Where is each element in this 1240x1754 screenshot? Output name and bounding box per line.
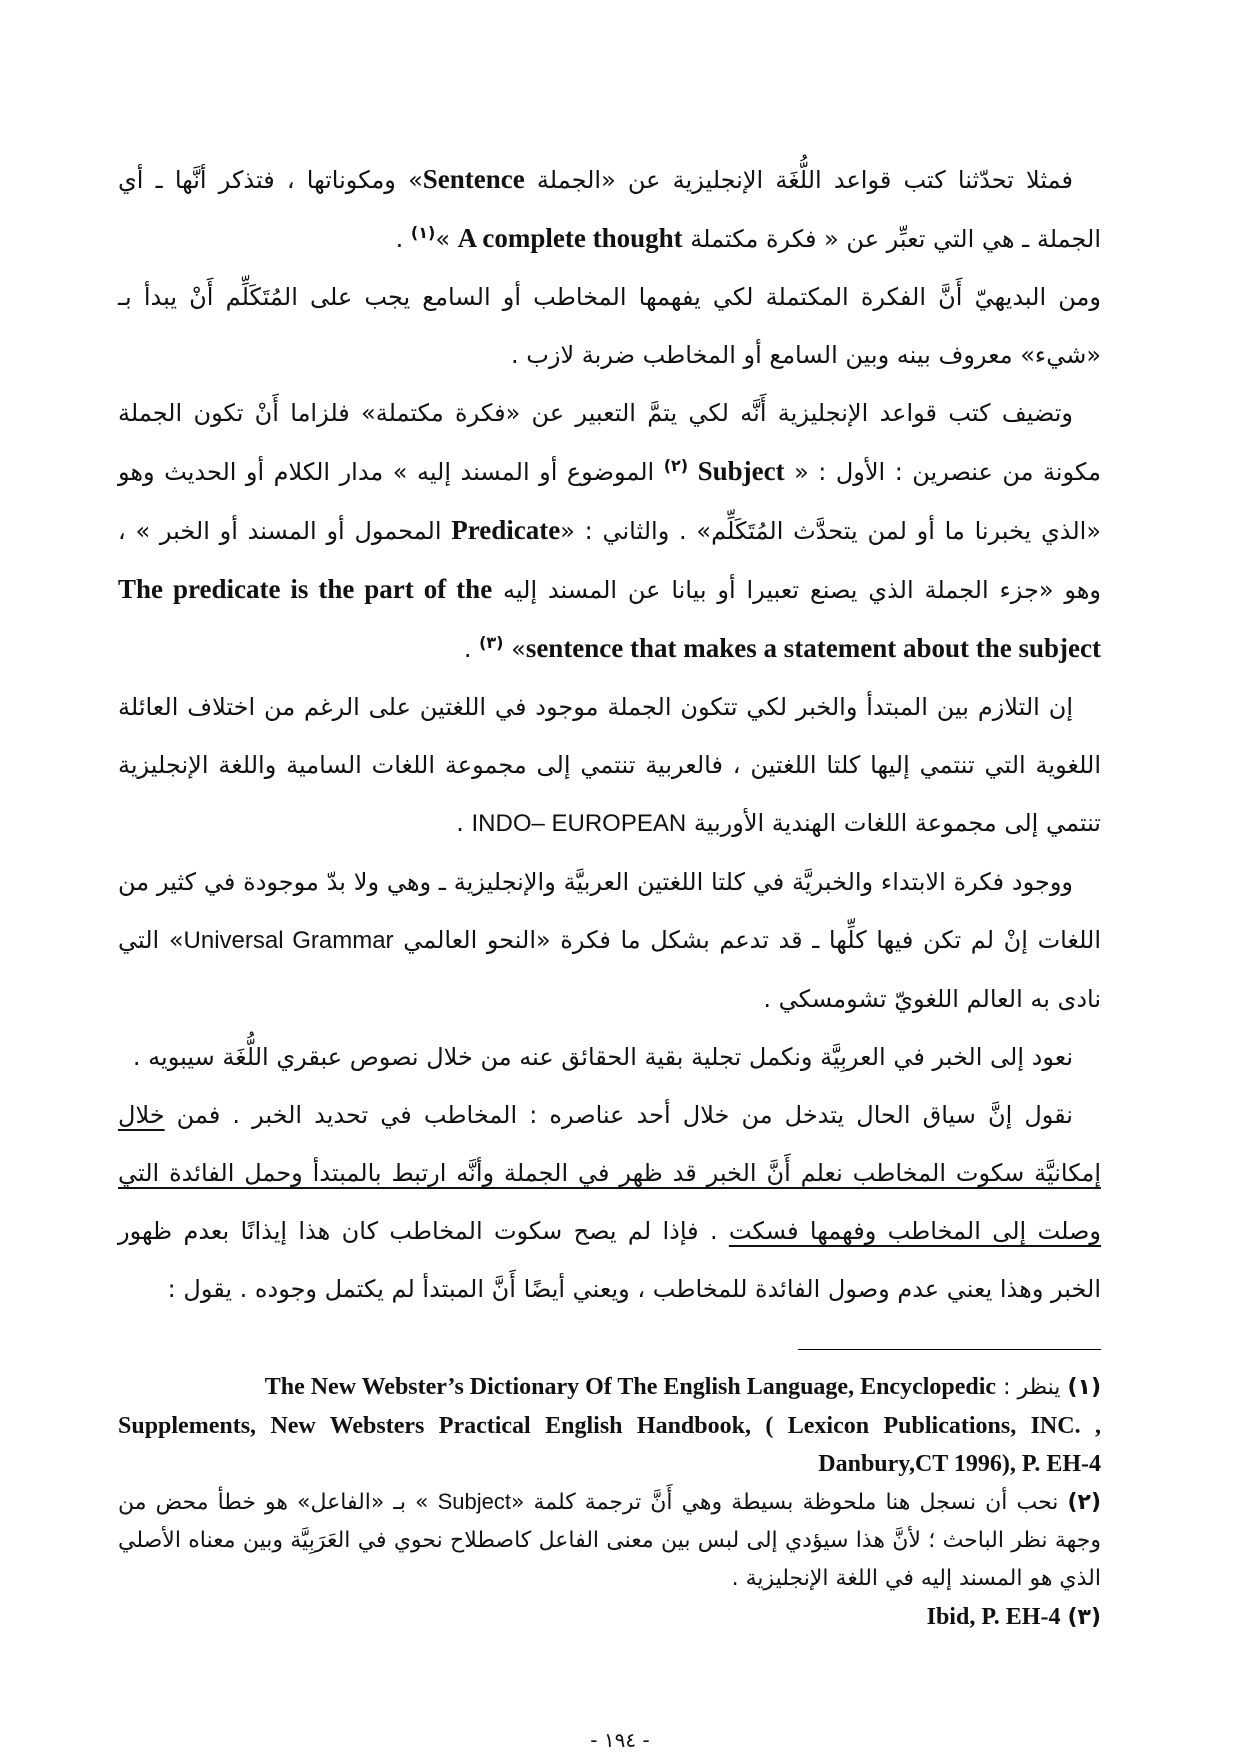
- p4-text-a: إن التلازم بين المبتدأ والخبر لكي تتكون الجملة موجود في اللغتين على الرغم من اختلاف العائلة اللغوية التي تنتمي إليها كلتا اللغتين ، فالعربية تنتمي إلى مجموعة اللغات السامية واللغة الإنجليزية تنتمي إلى مجموعة اللغات الهندية الأوربية: [118, 693, 1101, 837]
- footnote-2-term-subject: Subject: [437, 1489, 511, 1514]
- footnote-2-number: (٢): [1067, 1490, 1102, 1515]
- main-text: [118, 150, 1101, 1318]
- p7-underlined-text: خلال إمكانيَّة سكوت المخاطب نعلم أَنَّ الخبر قد ظهر في الجملة وأنَّه ارتبط بالمبتدأ وحمل الفائدة التي وصلت إلى المخاطب وفهمها فسكت: [118, 1101, 1101, 1245]
- footnote-separator: [798, 1349, 1101, 1350]
- footnote-3: [118, 1598, 1101, 1637]
- p3-text-d: »: [511, 635, 526, 663]
- p3-text-b: الموضوع أو المسند إليه » مدار الكلام أو الحديث وهو «الذي يخبرنا ما أو لمن يتحدَّث المُتَكَلِّم» . والثاني : «: [118, 458, 1102, 545]
- p1-term-sentence: Sentence: [422, 164, 525, 194]
- p1-term-complete-thought: A complete thought: [457, 223, 683, 253]
- p1-text-a: فمثلا تحدّثنا كتب قواعد اللُّغَة الإنجليزية عن «الجملة: [536, 166, 1073, 194]
- p4-text-b: .: [456, 809, 472, 837]
- paragraph-7: [118, 1086, 1101, 1318]
- p3-text-c: المحمول أو المسند أو الخبر » ، وهو «جزء الجملة الذي يصنع تعبيرا أو بيانا عن المسند إليه: [118, 517, 1101, 604]
- footnote-1-citation-line-1: The New Webster’s Dictionary Of The English Language, Encyclopedic: [264, 1374, 997, 1400]
- p1-text-c: »: [435, 225, 450, 253]
- footnotes: [118, 1368, 1101, 1637]
- footnote-ref-2: (٢): [663, 456, 689, 475]
- footnote-2-text-b: » بـ «الفاعل» هو خطأ محض من وجهة نظر الباحث ؛ لأنَّ هذا سيؤدي إلى لبس بين معنى الفاعل كاصطلاح نحوي في العَرَبِيَّة وبين معناه الأصلي الذي هو المسند إليه في اللغة الإنجليزية .: [118, 1490, 1101, 1591]
- footnote-1-number: (١): [1067, 1375, 1101, 1400]
- paragraph-5: [118, 853, 1101, 1028]
- p3-text-a: وتضيف كتب قواعد الإنجليزية أَنَّه لكي يتمَّ التعبير عن «فكرة مكتملة» فلزاما أَنْ تكون الجملة مكونة من عنصرين : الأول : «: [118, 399, 1101, 486]
- paragraph-6: نعود إلى الخبر في العربِيَّة ونكمل تجلية بقية الحقائق عنه من خلال نصوص عبقري اللُّغَة سيبويه .: [132, 1043, 1073, 1071]
- footnote-ref-1: (١): [410, 223, 436, 242]
- page-number: - ١٩٤ -: [590, 1728, 650, 1752]
- footnote-3-number: (٣): [1067, 1605, 1101, 1630]
- p3-term-predicate: Predicate: [451, 515, 561, 545]
- paragraph-2: ومن البديهيّ أَنَّ الفكرة المكتملة لكي يفهمها المخاطب أو السامع يجب على المُتَكَلِّم أَنْ يبدأ بـ «شيء» معروف بينه وبين السامع أو المخاطب ضربة لازب .: [118, 283, 1101, 369]
- footnote-1-label: ينظر :: [1003, 1375, 1061, 1400]
- paragraph-4: [118, 678, 1101, 853]
- footnote-3-citation: Ibid, P. EH-4: [926, 1604, 1061, 1630]
- p7-text-b: . فإذا لم يصح سكوت المخاطب كان هذا إيذانًا بعدم ظهور الخبر وهذا يعني عدم وصول الفائدة للمخاطب ، ويعني أيضًا أَنَّ المبتدأ لم يكتمل وجوده . يقول :: [118, 1217, 1101, 1303]
- footnote-2-text-a: نحب أن نسجل هنا ملحوظة بسيطة وهي أَنَّ ترجمة كلمة «: [510, 1490, 1068, 1515]
- p1-text-d: .: [395, 225, 411, 253]
- p5-text-a: ووجود فكرة الابتداء والخبريَّة في كلتا اللغتين العربيَّة والإنجليزية ـ وهي ولا بدّ موجودة في كثير من اللغات إنْ لم تكن فيها كلِّها ـ قد تدعم بشكل ما فكرة «النحو العالمي: [118, 868, 1101, 954]
- paragraph-3: [118, 384, 1101, 678]
- paragraph-1: [118, 150, 1101, 268]
- p1-text-b: » ومكوناتها ، فتذكر أنَّها ـ أي الجملة ـ هي التي تعبِّر عن « فكرة مكتملة: [118, 166, 1101, 253]
- p5-text-b: » التي نادى به العالم اللغويّ تشومسكي .: [118, 926, 1101, 1013]
- p3-text-e: .: [463, 635, 480, 663]
- footnote-ref-3: (٣): [479, 633, 504, 652]
- p7-text-a: نقول إنَّ سياق الحال يتدخل من خلال أحد عناصره : المخاطب في تحديد الخبر . فمن: [164, 1101, 1073, 1129]
- p5-term-universal-grammar: Universal Grammar: [183, 927, 394, 954]
- p4-term-indo-european: INDO– EUROPEAN: [471, 810, 687, 837]
- footnote-1: [118, 1368, 1101, 1407]
- footnote-2: [118, 1483, 1101, 1598]
- footnote-1-citation-line-2: Supplements, New Websters Practical English Handbook, ( Lexicon Publications, INC. , Danbury,CT 1996), P. EH-4: [118, 1413, 1101, 1477]
- p3-predicate-definition: The predicate is the part of the sentence that makes a statement about the subject: [118, 574, 1101, 663]
- p3-term-subject: Subject: [697, 456, 785, 486]
